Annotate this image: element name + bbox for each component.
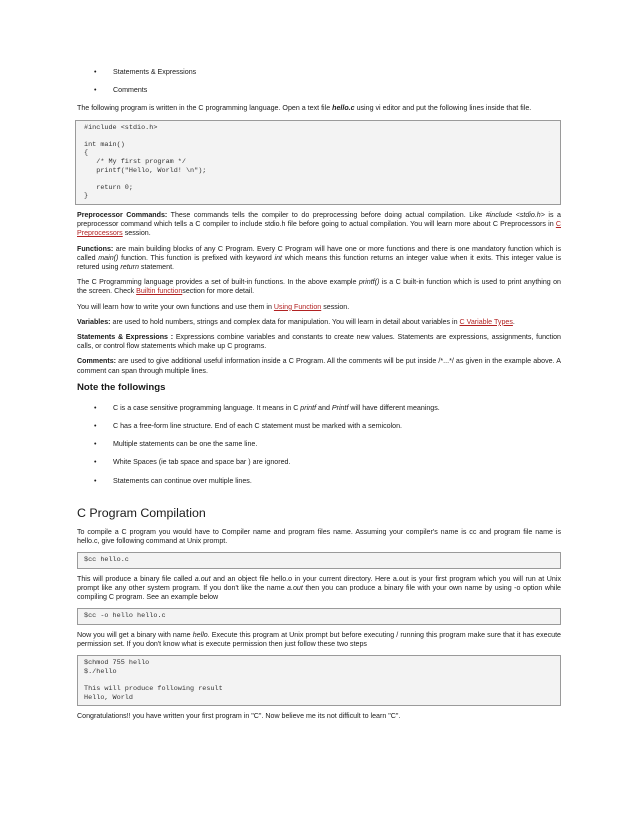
text: which means this function returns an integer value when it exits. This integer value is retured using — [77, 253, 561, 271]
list-item: • White Spaces (ie tab space and space bar ) are ignored. — [77, 458, 561, 467]
builtin-paragraph — [77, 278, 561, 296]
text: and an object file hello.o in your current directory. Here a.out is your first program which you will run at Unix prompt like any other system program. If you don't like the name — [77, 574, 561, 593]
link-using-function[interactable]: Using Function — [273, 302, 322, 311]
inline-code: printf() — [358, 278, 380, 287]
text: using vi editor and put the following lines inside that file. — [354, 104, 532, 113]
text: will have different meanings. — [348, 403, 440, 412]
inline-code: hello. — [192, 631, 210, 640]
text: then you can produce a binary file with your own name by using -o option while compiling C program. See an example below — [77, 584, 561, 602]
term-label: Comments: — [77, 357, 117, 366]
text: are main building blocks of any C Program. Every C Program will have one or more functions and there is one mandatory function which is called — [77, 244, 561, 262]
variables-paragraph — [77, 318, 561, 327]
link-c-preprocessors[interactable]: C Preprocessors — [77, 220, 561, 238]
text: statement. — [138, 262, 175, 271]
text: Expressions combine variables and constants to create new values. Statements are expressions, assignments, function calls, or control flow statements which make up C programs. — [77, 332, 561, 351]
compile-paragraph-2 — [77, 575, 561, 603]
term-label: Variables: — [77, 317, 111, 326]
text: section for more detail. — [182, 287, 255, 296]
text: C is a case sensitive programming language. It means in C — [113, 403, 301, 412]
text: is a preprocessor command which tells a C compiler to include stdio.h file before going to actual compilation. You will learn more about C Preprocessors in — [77, 210, 561, 229]
inline-code: #include <stdio.h> — [485, 210, 545, 219]
inline-code: Printf — [331, 403, 349, 412]
text: This will produce a binary file called — [77, 574, 195, 583]
notes-list — [77, 404, 561, 486]
code-block-cc-o: $cc -o hello hello.c — [77, 608, 561, 625]
compile-paragraph-3 — [77, 631, 561, 649]
inline-code: int — [274, 253, 283, 262]
text: function. This function is prefixed with keyword — [118, 253, 275, 262]
comments-paragraph — [77, 357, 561, 375]
functions-paragraph — [77, 245, 561, 273]
link-builtin-function[interactable]: Builtin function — [136, 287, 183, 296]
statements-paragraph — [77, 333, 561, 351]
text: The C Programming language provides a set of built-in functions. In the above example — [77, 278, 359, 287]
text: are used to hold numbers, strings and complex data for manipulation. You will learn in detail about variables in — [110, 317, 460, 326]
inline-code: return — [120, 262, 139, 271]
text: These commands tells the compiler to do preprocessing before doing actual compilation. Like — [167, 210, 486, 219]
inline-code: printf — [300, 403, 317, 412]
text: are used to give additional useful information inside a C Program. All the comments will be put inside /*...*/ as given in the example above. A comment can span through multiple lines. — [77, 357, 561, 375]
learn-paragraph — [77, 303, 561, 312]
text: session. — [122, 229, 151, 238]
text: The following program is written in the C programming language. Open a text file — [77, 104, 333, 113]
term-label: Preprocessor Commands: — [77, 210, 168, 219]
inline-code: a.out — [194, 574, 211, 583]
top-bullet-list — [77, 68, 561, 95]
compile-heading: C Program Compilation — [77, 505, 206, 520]
preprocessor-paragraph — [77, 211, 561, 239]
text: . — [512, 317, 515, 326]
inline-code: a.out — [287, 584, 303, 593]
list-item: • C has a free-form line structure. End of each C statement must be marked with a semicolon. — [77, 422, 561, 431]
term-label: Functions: — [77, 244, 114, 253]
code-block-hello: #include <stdio.h> int main() { /* My first program */ printf("Hello, World! \n"); return 0; } — [75, 120, 561, 205]
list-item: • Statements can continue over multiple lines. — [77, 477, 561, 486]
file-name: hello.c — [332, 104, 355, 113]
inline-code: main() — [98, 253, 119, 262]
text: You will learn how to write your own functions and use them in — [77, 302, 274, 311]
list-item — [77, 404, 561, 413]
text: is a C built-in function which is used to print anything on the screen. Check — [77, 278, 562, 296]
code-block-run: $chmod 755 hello $./hello This will produce following result Hello, World — [77, 655, 561, 706]
note-heading: Note the followings — [77, 381, 166, 393]
list-item: • Comments — [77, 86, 561, 95]
text: session. — [321, 302, 350, 311]
list-item: • Multiple statements can be one the same line. — [77, 440, 561, 449]
text: Execute this program at Unix prompt but before executing / running this program make sure that it has execute permission set. If you don't know what is execute permission then just follow these two steps — [77, 631, 562, 649]
text: Now you will get a binary with name — [77, 631, 193, 640]
link-c-variable-types[interactable]: C Variable Types — [459, 317, 513, 326]
term-label: Statements & Expressions : — [77, 332, 174, 341]
compile-paragraph-1: To compile a C program you would have to Compiler name and program files name. Assuming your compiler's name is cc and program file name is hello.c, give following command at Unix prompt. — [77, 527, 561, 546]
intro-paragraph — [77, 104, 561, 113]
final-paragraph: Congratulations!! you have written your first program in "C". Now believe me its not difficult to learn "C". — [77, 712, 401, 721]
code-block-cc: $cc hello.c — [77, 552, 561, 569]
list-item: • Statements & Expressions — [77, 68, 561, 77]
text: and — [316, 403, 332, 412]
